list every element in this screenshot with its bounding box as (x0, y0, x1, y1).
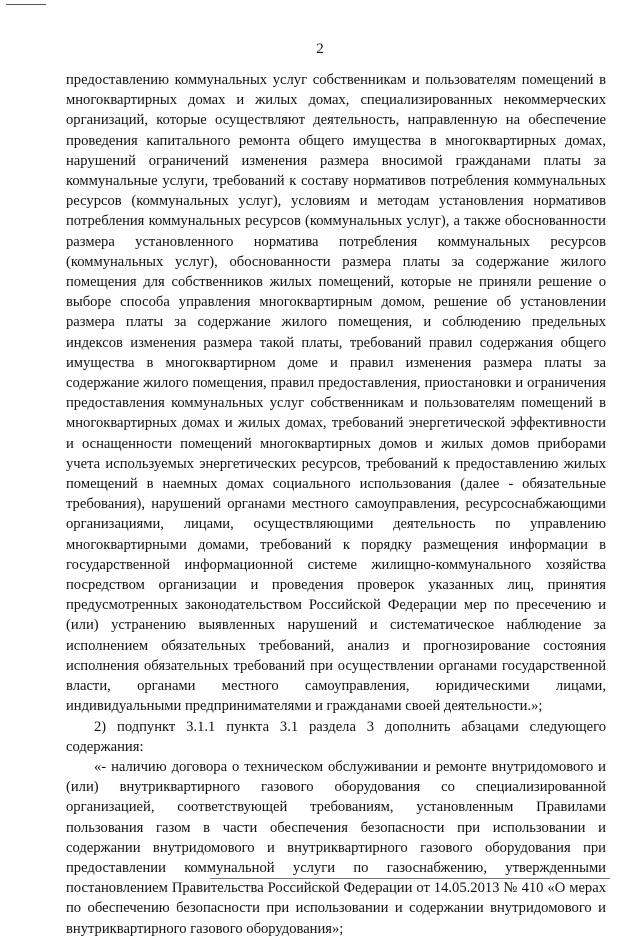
paragraph-quoted-addition: «- наличию договора о техническом обслуживании и ремонте внутридомового и (или) внутриквартирного газового оборудования со специализированной организацией, соответствующей требованиям, установленным Правилами пользования газом в части обеспечения безопасности при использовании и содержании внутридомового и внутриквартирного газового оборудования при предоставлении коммунальной услуги по газоснабжению, утвержденными постановлением Правительства Российской Федерации от 14.05.2013 № 410 «О мерах по обеспечению безопасности при использовании и содержании внутридомового и внутриквартирного газового оборудования»; (66, 758, 606, 937)
bottom-rule-line (210, 878, 610, 879)
paragraph-continued: предоставлению коммунальных услуг собственникам и пользователям помещений в многоквартирных домах и жилых домах, специализированных некоммерческих организаций, которые осуществляют деятельность, направленную на обеспечение проведения капитального ремонта общего имущества в многоквартирных домах, нарушений ограничений изменения размера вносимой гражданами платы за коммунальные услуги, требований к составу нормативов потребления коммунальных ресурсов (коммунальных услуг), условиям и методам установления нормативов потребления коммунальных ресурсов (коммунальных услуг), а также обоснованности размера установленного норматива потребления коммунальных ресурсов (коммунальных услуг), обоснованности размера платы за содержание жилого помещения для собственников жилых помещений, которые не приняли решение о выборе способа управления многоквартирным домом, решение об установлении размера платы за содержание жилого помещения, и соблюдению предельных индексов изменения размера такой платы, требований правил содержания общего имущества в многоквартирном доме и правил изменения размера платы за содержание жилого помещения, правил предоставления, приостановки и ограничения предоставления коммунальных услуг собственникам и пользователям помещений в многоквартирных домах и жилых домах, требований энергетической эффективности и оснащенности помещений многоквартирных домов и жилых домов приборами учета используемых энергетических ресурсов, требований к предоставлению жилых помещений в наемных домах социального использования (далее - обязательные требования), нарушений органами местного самоуправления, ресурсоснабжающими организациями, лицами, осуществляющими деятельность по управлению многоквартирными домами, требований к порядку размещения информации в государственной информационной системе жилищно-коммунального хозяйства посредством организации и проведения проверок указанных лиц, принятия предусмотренных законодательством Российской Федерации мер по пресечению и (или) устранению выявленных нарушений и систематическое наблюдение за исполнением обязательных требований, анализ и прогнозирование состояния исполнения обязательных требований при осуществлении органами государственной власти, органами местного самоуправления, юридическими лицами, индивидуальными предпринимателями и гражданами своей деятельности.»; (66, 72, 606, 715)
corner-scan-mark (6, 4, 46, 5)
document-body (66, 70, 606, 939)
paragraph-amendment-2: 2) подпункт 3.1.1 пункта 3.1 раздела 3 дополнить абзацами следующего содержания: (66, 718, 606, 755)
page-number: 2 (316, 41, 324, 57)
